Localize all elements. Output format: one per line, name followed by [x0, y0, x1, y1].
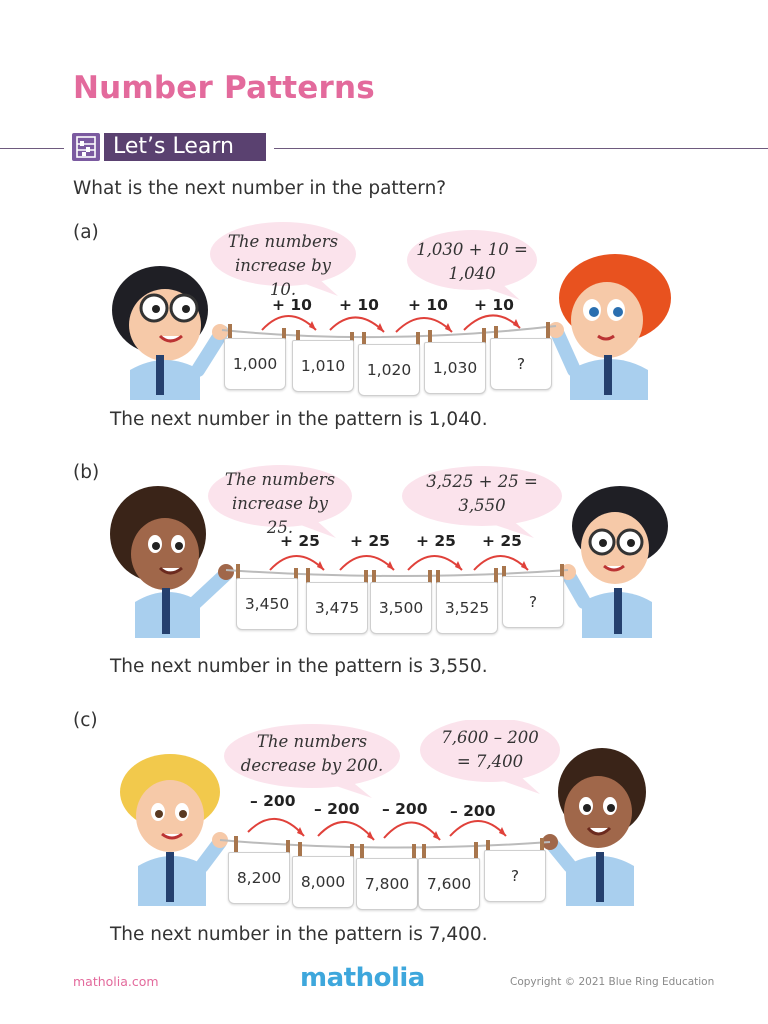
part-label-b: (b): [73, 462, 100, 483]
bubble-line: The numbers: [224, 470, 336, 489]
number-card-unknown: ?: [484, 850, 546, 902]
bubble-line: 3,525 + 25 =: [426, 472, 538, 491]
number-card: 3,525: [436, 582, 498, 634]
bubble-line: = 7,400: [456, 752, 524, 771]
step-label: + 25: [416, 532, 456, 550]
bubble-line: The numbers: [227, 232, 339, 251]
number-card: 1,020: [358, 344, 420, 396]
number-card: 7,800: [356, 858, 418, 910]
step-label: + 10: [408, 296, 448, 314]
number-card: 3,500: [370, 582, 432, 634]
section-rule-right: [274, 148, 768, 149]
pattern-scene-b: [0, 462, 768, 662]
speech-bubble-right-a: [412, 238, 532, 286]
pattern-scene-c: [0, 720, 768, 920]
number-card: 3,450: [236, 578, 298, 630]
boy-left-c-icon: [120, 754, 228, 906]
speech-bubble-left-c: [236, 730, 388, 778]
speech-bubble-right-b: [412, 470, 552, 518]
bubble-line: increase by 10.: [235, 256, 331, 299]
page-title: Number Patterns: [73, 70, 375, 106]
footer-copyright: Copyright © 2021 Blue Ring Education: [510, 976, 715, 988]
step-label: + 10: [272, 296, 312, 314]
step-label: + 25: [350, 532, 390, 550]
speech-bubble-left-b: [218, 468, 342, 540]
number-card: 1,030: [424, 342, 486, 394]
bubble-line: increase by 25.: [232, 494, 328, 537]
boy-right-c-icon: [542, 748, 646, 906]
footer-logo: matholia: [300, 963, 425, 993]
part-label-a: (a): [73, 222, 99, 243]
number-card: 8,200: [228, 852, 290, 904]
bubble-line: The numbers: [256, 732, 368, 751]
number-card-unknown: ?: [502, 576, 564, 628]
step-label: – 200: [382, 800, 428, 818]
number-card-unknown: ?: [490, 338, 552, 390]
step-label: + 10: [474, 296, 514, 314]
step-label: + 10: [339, 296, 379, 314]
number-card: 3,475: [306, 582, 368, 634]
speech-bubble-left-a: [222, 230, 344, 302]
section-rule-left: [0, 148, 64, 149]
bubble-line: 1,040: [448, 264, 496, 283]
answer-text-c: The next number in the pattern is 7,400.: [110, 924, 488, 945]
bubble-line: 7,600 – 200: [441, 728, 539, 747]
boy-right-b-icon: [560, 486, 668, 638]
answer-text-a: The next number in the pattern is 1,040.: [110, 409, 488, 430]
step-label: + 25: [482, 532, 522, 550]
pattern-scene-a: [0, 220, 768, 420]
number-card: 1,010: [292, 340, 354, 392]
bubble-line: decrease by 200.: [240, 756, 384, 775]
number-card: 1,000: [224, 338, 286, 390]
step-label: – 200: [450, 802, 496, 820]
abacus-icon: [72, 133, 100, 161]
speech-bubble-right-c: [428, 726, 552, 774]
part-label-c: (c): [73, 710, 98, 731]
step-label: – 200: [250, 792, 296, 810]
step-label: – 200: [314, 800, 360, 818]
number-card: 7,600: [418, 858, 480, 910]
footer-site-link[interactable]: matholia.com: [73, 974, 159, 989]
boy-left-a-icon: [112, 266, 228, 400]
step-label: + 25: [280, 532, 320, 550]
bubble-line: 1,030 + 10 =: [416, 240, 528, 259]
question-text: What is the next number in the pattern?: [73, 178, 447, 199]
bubble-line: 3,550: [458, 496, 506, 515]
number-card: 8,000: [292, 856, 354, 908]
boy-right-a-icon: [548, 254, 671, 400]
section-label: Let’s Learn: [104, 133, 266, 161]
answer-text-b: The next number in the pattern is 3,550.: [110, 656, 488, 677]
